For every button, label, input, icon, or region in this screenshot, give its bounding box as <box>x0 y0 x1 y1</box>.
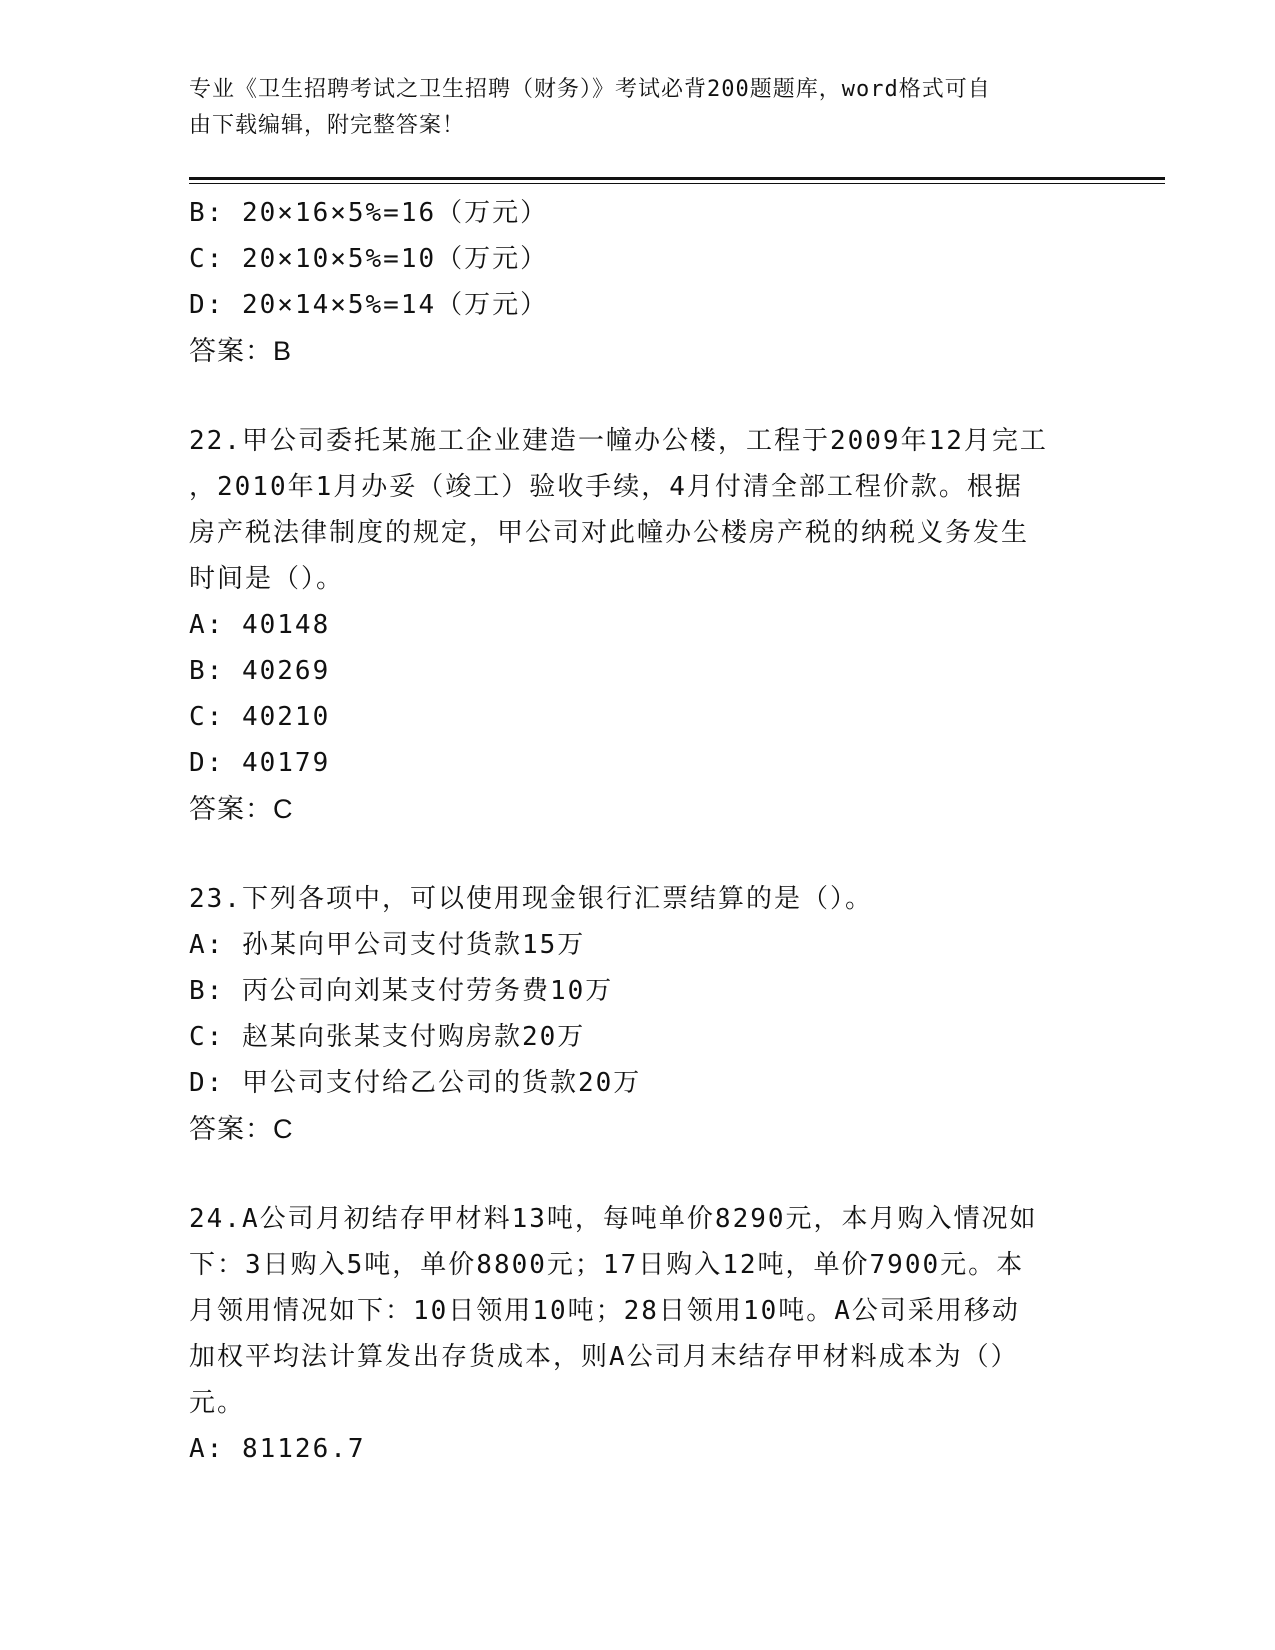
option-c: C: 赵某向张某支付购房款20万 <box>189 1022 586 1052</box>
stem-line: 下：3日购入5吨，单价8800元；17日购入12吨，单价7900元。本 <box>189 1250 1025 1280</box>
option-c: C: 20×10×5%=10（万元） <box>189 244 549 274</box>
question-23 <box>189 876 1089 1152</box>
option-b: B: 40269 <box>189 656 331 686</box>
option-a: A: 81126.7 <box>189 1434 366 1464</box>
answer-label: 答案：B <box>189 336 293 366</box>
question-stem: 23.下列各项中，可以使用现金银行汇票结算的是（）。 <box>189 884 873 914</box>
stem-line: 房产税法律制度的规定，甲公司对此幢办公楼房产税的纳税义务发生 <box>189 518 1030 548</box>
header-line-1: 专业《卫生招聘考试之卫生招聘（财务）》考试必背200题题库，word格式可自 <box>189 77 991 102</box>
option-b: B: 20×16×5%=16（万元） <box>189 198 549 228</box>
question-22 <box>189 418 1089 832</box>
question-21-tail <box>189 190 1089 374</box>
header-divider-thin <box>189 183 1165 184</box>
option-c: C: 40210 <box>189 702 331 732</box>
option-a: A: 40148 <box>189 610 331 640</box>
stem-line: 加权平均法计算发出存货成本，则A公司月末结存甲材料成本为（） <box>189 1342 1019 1372</box>
option-a: A: 孙某向甲公司支付货款15万 <box>189 930 586 960</box>
option-b: B: 丙公司向刘某支付劳务费10万 <box>189 976 614 1006</box>
question-24 <box>189 1196 1089 1472</box>
option-d: D: 20×14×5%=14（万元） <box>189 290 549 320</box>
stem-line: 24.A公司月初结存甲材料13吨，每吨单价8290元，本月购入情况如 <box>189 1204 1038 1234</box>
document-header <box>189 72 1089 144</box>
stem-line: 时间是（）。 <box>189 564 345 594</box>
answer-label: 答案：C <box>189 1114 294 1144</box>
answer-label: 答案：C <box>189 794 294 824</box>
header-line-2: 由下载编辑，附完整答案！ <box>189 113 466 138</box>
question-content <box>189 190 1089 1472</box>
option-d: D: 甲公司支付给乙公司的货款20万 <box>189 1068 642 1098</box>
stem-line: 月领用情况如下：10日领用10吨；28日领用10吨。A公司采用移动 <box>189 1296 1020 1326</box>
question-stem <box>189 418 1089 602</box>
stem-line: ，2010年1月办妥（竣工）验收手续，4月付清全部工程价款。根据 <box>189 472 1023 502</box>
stem-line: 22.甲公司委托某施工企业建造一幢办公楼，工程于2009年12月完工 <box>189 426 1048 456</box>
question-stem <box>189 1196 1089 1426</box>
stem-line: 元。 <box>189 1388 246 1418</box>
header-divider-thick <box>189 177 1165 180</box>
option-d: D: 40179 <box>189 748 331 778</box>
